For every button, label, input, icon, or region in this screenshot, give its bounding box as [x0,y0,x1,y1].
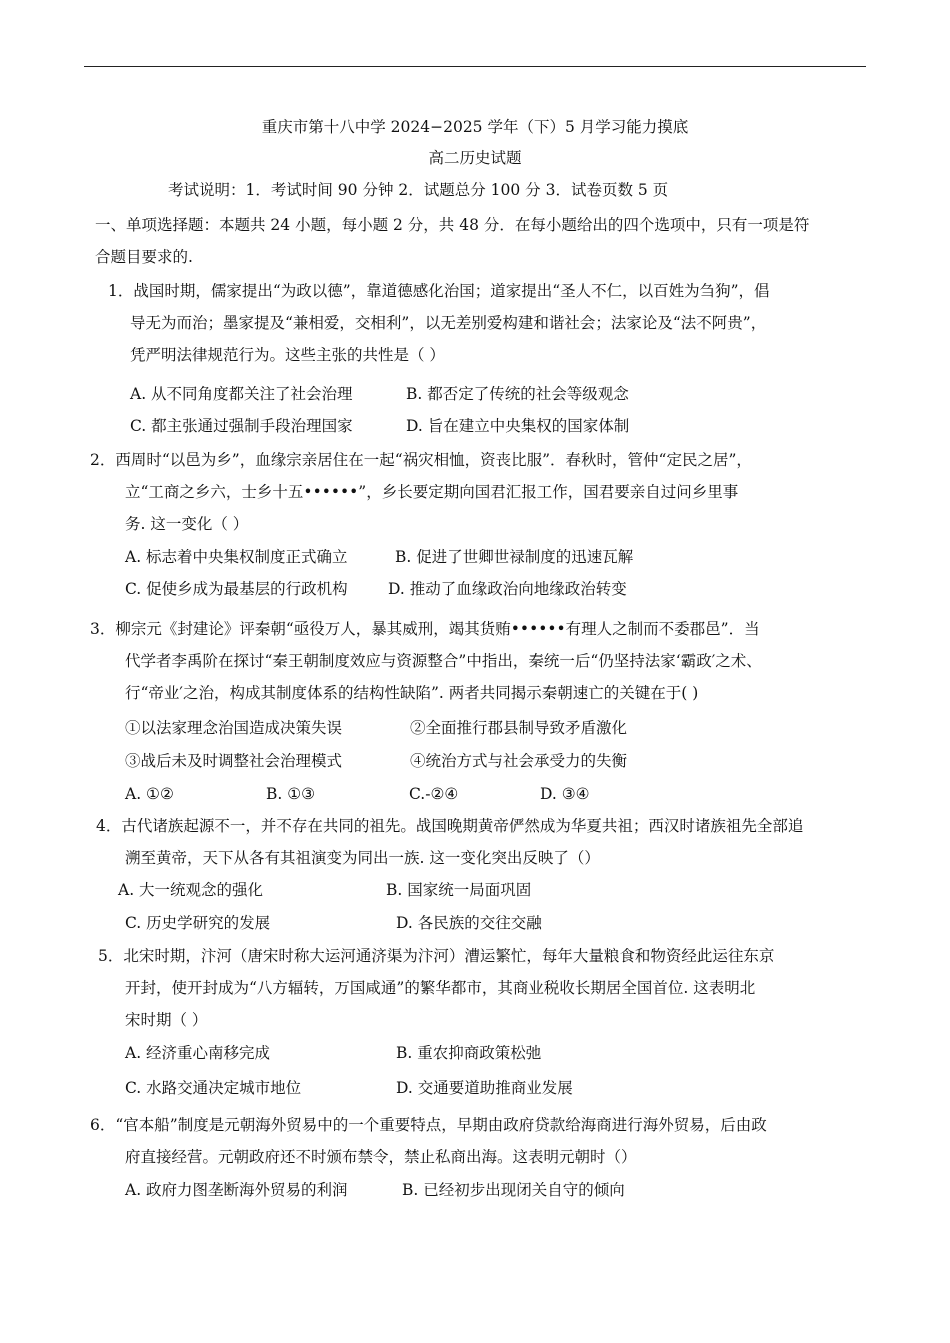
question-text: 立“工商之乡六，士乡十五••••••”，乡长要定期向国君汇报工作，国君要亲自过问乡里事 [125,483,739,501]
statement-2: ②全面推行郡县制导致矛盾激化 [410,719,628,737]
option-b: B. 国家统一局面巩固 [386,881,532,899]
option-d: D. 各民族的交往交融 [396,914,542,932]
exam-title: 重庆市第十八中学 2024−2025 学年（下）5 月学习能力摸底 [261,118,689,136]
question-text: 导无为而治；墨家提及“兼相爱，交相利”，以无差别爱构建和谐社会；法家论及“法不阿贵”， [130,314,767,332]
question-text: 凭严明法律规范行为。这些主张的共性是（ ） [130,346,445,364]
question-text: 府直接经营。元朝政府还不时颁布禁令，禁止私商出海。这表明元朝时（） [125,1148,637,1166]
statement-1: ①以法家理念治国造成决策失误 [125,719,343,737]
option-a: A. 政府力图垄断海外贸易的利润 [125,1181,348,1199]
section-heading-line1: 一、单项选择题：本题共 24 小题，每小题 2 分，共 48 分．在每小题给出的四个选项中，只有一项是符 [95,216,810,234]
option-a: A. ①② [125,785,174,803]
statement-3: ③战后未及时调整社会治理模式 [125,752,343,770]
statement-4: ④统治方式与社会承受力的失衡 [410,752,628,770]
question-text: 4．古代诸族起源不一，并不存在共同的祖先。战国晚期黄帝俨然成为华夏共祖；西汉时诸族祖先全部追 [96,817,804,835]
option-d: D. ③④ [540,785,590,803]
option-a: A. 从不同角度都关注了社会治理 [130,385,353,403]
question-text: 开封，使开封成为“八方辐转，万国咸通”的繁华都市，其商业税收长期居全国首位. 这表明北 [125,979,756,997]
option-c: C. 促使乡成为最基层的行政机构 [125,580,348,598]
option-c: C. 水路交通决定城市地位 [125,1079,302,1097]
option-a: A. 标志着中央集权制度正式确立 [125,548,348,566]
question-text: 代学者李禹阶在探讨“秦王朝制度效应与资源整合”中指出，秦统一后“仍坚持法家‘霸政′之术、 [125,652,762,670]
option-b: B. 都否定了传统的社会等级观念 [406,385,629,403]
question-text: 6．“官本船”制度是元朝海外贸易中的一个重要特点，早期由政府贷款给海商进行海外贸易，后由政 [90,1116,767,1134]
question-text: 3．柳宗元《封建论》评秦朝“亟役万人，暴其威刑，竭其货贿••••••有理人之制而不委郡邑”．当 [90,620,760,638]
exam-subtitle: 高二历史试题 [428,149,522,167]
question-text: 宋时期（ ） [125,1011,208,1029]
option-d: D. 旨在建立中央集权的国家体制 [406,417,630,435]
option-b: B. 重农抑商政策松弛 [396,1044,542,1062]
option-c: C.-②④ [409,785,459,803]
question-text: 1．战国时期，儒家提出“为政以德”，靠道德感化治国；道家提出“圣人不仁，以百姓为刍狗”，倡 [108,282,770,300]
option-b: B. ①③ [266,785,316,803]
question-text: 2．西周时“以邑为乡”，血缘宗亲居住在一起“祸灾相恤，资丧比服”．春秋时，管仲“定民之居”， [90,451,752,469]
option-b: B. 已经初步出现闭关自守的倾向 [402,1181,625,1199]
option-c: C. 都主张通过强制手段治理国家 [130,417,353,435]
question-text: 行“帝业′之治，构成其制度体系的结构性缺陷”. 两者共同揭示秦朝速亡的关键在于( ) [125,684,699,702]
top-rule [84,66,866,67]
section-heading-line2: 合题目要求的. [95,248,193,266]
question-text: 溯至黄帝，天下从各有其祖演变为同出一族. 这一变化突出反映了（） [125,849,600,867]
exam-instructions: 考试说明：1．考试时间 90 分钟 2．试题总分 100 分 3．试卷页数 5 页 [168,181,669,199]
option-a: A. 大一统观念的强化 [118,881,264,899]
option-c: C. 历史学研究的发展 [125,914,271,932]
option-d: D. 推动了血缘政治向地缘政治转变 [388,580,627,598]
question-text: 5．北宋时期，汴河（唐宋时称大运河通济渠为汴河）漕运繁忙，每年大量粮食和物资经此运往东京 [98,947,775,965]
question-text: 务. 这一变化（ ） [125,515,249,533]
option-d: D. 交通要道助推商业发展 [396,1079,573,1097]
option-b: B. 促进了世卿世禄制度的迅速瓦解 [395,548,634,566]
option-a: A. 经济重心南移完成 [125,1044,271,1062]
